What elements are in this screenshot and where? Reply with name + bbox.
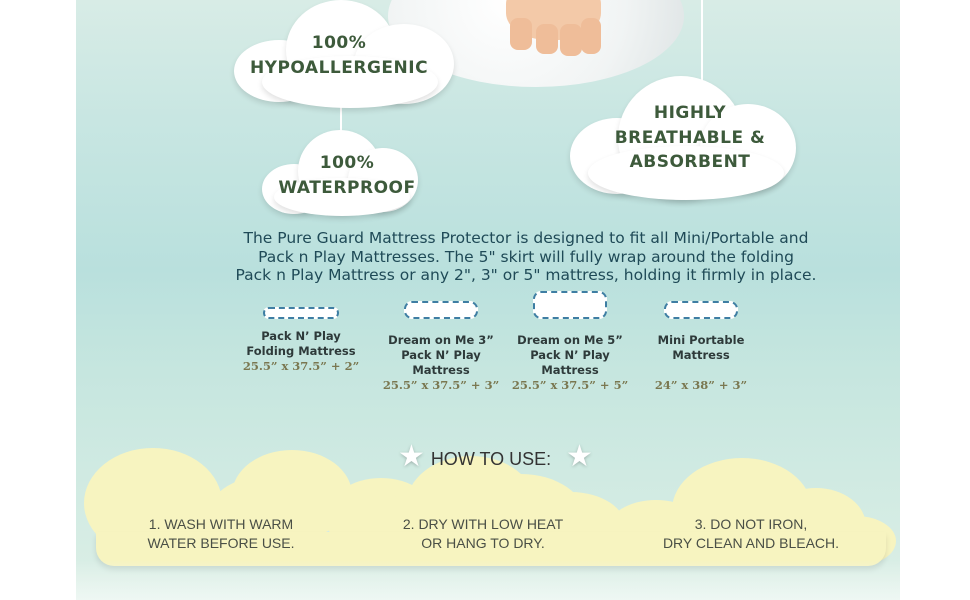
- product-infographic: [76, 0, 900, 600]
- step-wash: [116, 515, 326, 553]
- cloud-percent: 100%: [319, 153, 375, 173]
- baby-finger: [510, 18, 532, 50]
- size-name: Dream on Me 5”: [517, 333, 623, 347]
- cloud-label: HYPOALLERGENIC: [249, 57, 429, 78]
- baby-finger: [560, 24, 582, 56]
- hanging-string-right: [701, 0, 703, 85]
- cloud-label: WATERPROOF: [278, 177, 416, 198]
- cloud-label-line: ABSORBENT: [629, 152, 751, 173]
- size-mini-portable: [642, 301, 760, 393]
- size-dimensions: 25.5” x 37.5” + 2”: [242, 359, 360, 373]
- intro-line: The Pure Guard Mattress Protector is designed to fit all Mini/Portable and: [243, 229, 809, 247]
- bottom-fade: [76, 560, 900, 600]
- mattress-outline-icon: [533, 291, 607, 319]
- size-dream-on-me-3: [372, 301, 510, 393]
- baby-finger: [536, 24, 558, 54]
- mattress-outline-icon: [664, 301, 738, 319]
- size-name: Mattress: [412, 363, 470, 377]
- step-line: 2. DRY WITH LOW HEAT: [402, 516, 564, 532]
- size-name: Pack N’ Play: [401, 348, 481, 362]
- step-dry: [376, 515, 590, 553]
- size-dimensions: 24” x 38” + 3”: [654, 378, 748, 392]
- intro-line: Pack n Play Mattresses. The 5" skirt will fully wrap around the folding: [258, 247, 794, 266]
- size-dream-on-me-5: [502, 291, 638, 393]
- star-icon: ★: [566, 440, 593, 473]
- cloud-label-line: HIGHLY: [653, 103, 727, 123]
- baby-finger: [581, 18, 601, 54]
- step-line: DRY CLEAN AND BLEACH.: [662, 535, 840, 551]
- size-name: Dream on Me 3”: [388, 333, 494, 347]
- size-name: Mattress: [672, 348, 730, 362]
- step-do-not-iron: [636, 515, 866, 553]
- cloud-hypoallergenic: [234, 0, 464, 112]
- cloud-waterproof: [262, 130, 422, 218]
- size-name: Mattress: [541, 363, 599, 377]
- size-name: Mini Portable: [657, 333, 745, 347]
- step-line: WATER BEFORE USE.: [147, 535, 295, 551]
- how-to-use-heading: HOW TO USE:: [430, 449, 552, 469]
- size-name: Pack N’ Play: [261, 329, 341, 343]
- cloud-percent: 100%: [311, 33, 367, 53]
- mattress-outline-icon: [263, 307, 339, 319]
- cloud-label-line: BREATHABLE &: [614, 127, 766, 148]
- step-line: 1. WASH WITH WARM: [148, 516, 294, 532]
- step-line: 3. DO NOT IRON,: [694, 516, 808, 532]
- mattress-outline-icon: [404, 301, 478, 319]
- step-line: OR HANG TO DRY.: [421, 535, 545, 551]
- size-dimensions: 25.5” x 37.5” + 3”: [382, 378, 500, 392]
- cloud-breathable: [570, 76, 800, 206]
- intro-line: Pack n Play Mattress or any 2", 3" or 5" mattress, holding it firmly in place.: [235, 266, 817, 284]
- size-name: Pack N’ Play: [530, 348, 610, 362]
- star-icon: ★: [398, 440, 425, 473]
- size-name: Folding Mattress: [246, 344, 356, 358]
- size-pack-n-play-folding: [236, 307, 366, 374]
- size-dimensions: 25.5” x 37.5” + 5”: [511, 378, 629, 392]
- intro-paragraph: [226, 229, 826, 285]
